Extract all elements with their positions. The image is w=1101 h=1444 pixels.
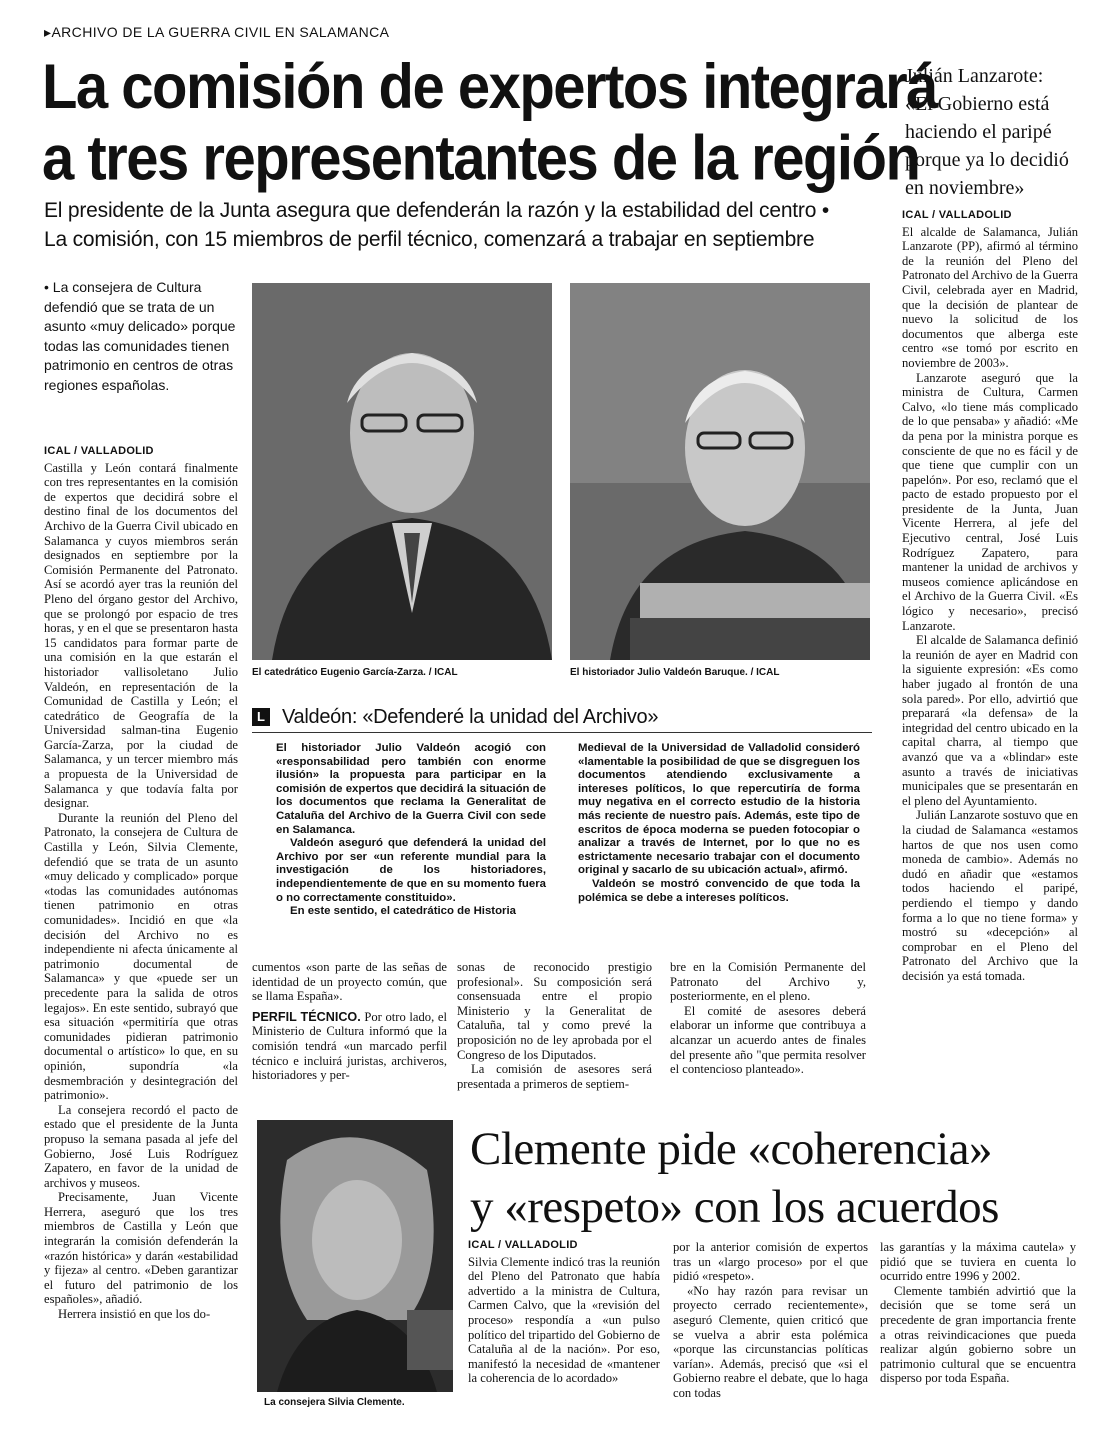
main-paragraph: La consejera recordó el pacto de estado que el presidente de la Junta propuso la semana pasada al jefe del Gobierno, José Luis Rodríguez Zapatero, en favor de la unidad de archivos y museos. xyxy=(44,1102,238,1190)
valdeon-box-col-1 xyxy=(276,742,546,919)
kicker-perfil-tecnico: PERFIL TÉCNICO. xyxy=(252,1009,361,1024)
photo-valdeon xyxy=(570,283,870,660)
headline xyxy=(42,52,937,195)
clemente-column-2 xyxy=(673,1240,868,1401)
valdeon-box-col-2 xyxy=(578,742,860,905)
main-article xyxy=(44,444,238,1322)
main-paragraph: Castilla y León contará finalmente con tres representantes en la comisión de expertos que decidirá sobre el destino final de los documentos del Archivo de la Guerra Civil ubicado en Salamanca y cuyos miembros serán designados en septiembre por la Comisión Permanente del Patronato. Así se acordó ayer tras la reunión del Pleno del órgano gestor del Archivo, que se prolongó por espacio de tres horas, y en el que se presentaron hasta 15 candidatos para formar parte de una comisión en la que estarán el historiador vallisoletano Julio Valdeón, en representación de la Comunidad de Castilla y León; el catedrático de Geografía de la Universidad salman-tina Eugenio García-Zarza, por la ciudad de Salamanca, y un tercer miembro más a propuesta de la Universidad de Salamanca y que todavía falta por designar. xyxy=(44,460,238,811)
box-paragraph: Valdeón se mostró convencido de que toda la polémica se debe a intereses políticos. xyxy=(578,877,860,904)
clemente-paragraph: «No hay razón para revisar un proyecto cerrado recientemente», aseguró Clemente, quien criticó que se vuelva a abrir esta polémica «porque las circunstancias políticas varían». Además, precisó que «si el Gobierno reabre el debate, que lo haga con todas xyxy=(673,1283,868,1400)
side-paragraph: El alcalde de Salamanca, Julián Lanzarote (PP), afirmó al término de la reunión del Pleno del Patronato del Archivo de la Guerra Civil, celebrada ayer en Madrid, que la decisión de plantear de nuevo la solicitud de los documentos que alberga este centro «se tomó por escrito en noviembre de 2003». xyxy=(902,224,1078,370)
cont-paragraph: El comité de asesores deberá elaborar un informe que contribuya a alcanzar un acuerdo antes de finales del presente año "que permita resolver el contencioso planteado». xyxy=(670,1003,866,1077)
box-paragraph: Valdeón aseguró que defenderá la unidad del Archivo por ser «un referente mundial para la investigación de los historiadores, independientemente de que en su momento fuera o no correctamente constituido». xyxy=(276,837,546,904)
clemente-paragraph: Silvia Clemente indicó tras la reunión del Pleno del Patronato que había advertido a la ministra de Cultura, Carmen Calvo, que la «revisión del proceso» respondía a «un pulso político del tripartido del Gobierno de Cataluña al de la nación». Por eso, manifestó la necesidad de «mantener la coherencia de lo acordado» xyxy=(468,1254,660,1386)
clemente-paragraph: las garantías y la máxima cautela» y pidió que se tuviera en cuenta lo ocurrido entre 1996 y 2002. xyxy=(880,1240,1076,1284)
box-paragraph: Medieval de la Universidad de Valladolid consideró «lamentable la posibilidad de que se disgreguen los documentos atendiendo exclusivamente a intereses políticos, lo que repercutiría de forma muy negativa en el correcto estudio de la historia más reciente de nuestro país. Además, este tipo de escritos de época moderna se pueden fotocopiar o analizar a través de Internet, por lo que no es estrictamente necesario trabajar con el documento original y sacarlo de su ubicación actual», afirmó. xyxy=(578,742,860,877)
lead-bullet: • La consejera de Cultura defendió que se trata de un asunto «muy delicado» porque todas las comunidades tienen patrimonio en centros de otras regiones españolas. xyxy=(44,279,236,393)
cont-column-3 xyxy=(457,960,652,1091)
photo-caption-right: El historiador Julio Valdeón Baruque. / ICAL xyxy=(570,667,780,678)
photo-caption-left: El catedrático Eugenio García-Zarza. / ICAL xyxy=(252,667,458,678)
side-paragraph: Julián Lanzarote sostuvo que en la ciudad de Salamanca «estamos hartos de que nos usen como moneda de cambio». Además no dudó en añadir que «estamos todos haciendo el paripé, perdiendo el tiempo y dando forma a lo que no tiene forma» y mostró su «decepción» al comprobar en el Pleno del Patronato del Archivo que la decisión ya está tomada. xyxy=(902,808,1078,983)
woman-portrait-icon xyxy=(257,1120,453,1392)
clemente-headline-line-1: Clemente pide «coherencia» xyxy=(470,1123,993,1175)
side-paragraph: El alcalde de Salamanca definió la reunión de ayer en Madrid con la siguiente expresión: «Es como haber jugado al frontón de una sola pared». Por ello, advirtió que preparará «la defensa» de la integridad del centro ubicado en la capital charra, al tiempo que avanzó que va a «blindar» este asunto a través de iniciativas municipales que se presentarán en el pleno del Ayuntamiento. xyxy=(902,633,1078,808)
subhead xyxy=(44,196,884,254)
section-label xyxy=(44,24,389,41)
headline-line-1: La comisión de expertos integrará xyxy=(42,52,937,123)
clemente-paragraph: por la anterior comisión de expertos tras un «largo proceso» por el que pidió «respeto». xyxy=(673,1240,868,1284)
side-byline: ICAL / VALLADOLID xyxy=(902,209,1012,221)
photo-caption-bottom: La consejera Silvia Clemente. xyxy=(264,1397,405,1408)
cont-column-4 xyxy=(670,960,866,1077)
cont-paragraph xyxy=(252,1010,447,1083)
clemente-column-3 xyxy=(880,1240,1076,1386)
cont-paragraph: La comisión de asesores será presentada a primeros de septiem- xyxy=(457,1062,652,1091)
main-paragraph: Durante la reunión del Pleno del Patronato, la consejera de Cultura de Castilla y León, Silvia Clemente, defendió que se trata de un asunto «muy delicado y complicado» porque «todas las comunidades autónomas tienen patrimonio en otras comunidades». Incidió en que «la decisión del Archivo no es independiente ni afecta únicamente al patrimonio documental de Salamanca» y que «puede ser un precedente para la salida de otros legajos». En este sentido, subrayó que esa situación «permitiría que otras comunidades pidieran patrimonio documental o artístico» lo que, en su opinión, supondría «la desmembración y desintegración del patrimonio». xyxy=(44,810,238,1103)
box-paragraph: En este sentido, el catedrático de Historia xyxy=(290,905,516,918)
main-paragraph: Precisamente, Juan Vicente Herrera, aseguró que los tres miembros de Castilla y León que integrarán la comisión defenderán la «razón histórica» y darán «estabilidad y fijeza» al centro. «Deben garantizar el futuro del patrimonio de los españoles», añadió. xyxy=(44,1190,238,1307)
headline-line-2: a tres representantes de la región xyxy=(42,123,920,194)
main-byline: ICAL / VALLADOLID xyxy=(44,445,154,457)
man-portrait-icon xyxy=(252,283,552,660)
clemente-byline: ICAL / VALLADOLID xyxy=(468,1239,578,1251)
clemente-headline-line-2: y «respeto» con los acuerdos xyxy=(470,1181,999,1233)
clemente-column-1 xyxy=(468,1238,660,1386)
clemente-paragraph: Clemente también advirtió que la decisión que se tome será un precedente de gran importancia frente a otras reivindicaciones que pueda realizar algún gobierno sobre un patrimonio cultural que se encuentra disperso por toda España. xyxy=(880,1283,1076,1386)
side-quote-headline: Julián Lanzarote: «El Gobierno está haciendo el paripé porque ya lo decidió en noviembre» xyxy=(905,65,1069,199)
valdeon-box-header xyxy=(252,706,872,733)
subhead-line-1: El presidente de la Junta asegura que defenderán la razón y la estabilidad del centro • xyxy=(44,199,829,222)
main-paragraph: Herrera insistió en que los do- xyxy=(58,1307,211,1322)
side-paragraph: Lanzarote aseguró que la ministra de Cultura, Carmen Calvo, «lo tiene más complicado de lo que pensaba» y añadió: «Me da pena por la ministra porque es consciente de que no es fácil y de que tiene que cumplir con un papelón». Por eso, reclamó que el pacto de estado propuesto por el presidente de la Junta, Juan Vicente Herrera, al jefe del Ejecutivo central, José Luis Rodríguez Zapatero, para mantener la unidad de archivos y museos comience aplicándose en el Archivo de la Guerra Civil. «Es lógico y necesario», precisó Lanzarote. xyxy=(902,370,1078,633)
section-text: ARCHIVO DE LA GUERRA CIVIL EN SALAMANCA xyxy=(51,24,390,40)
cont-column-2 xyxy=(252,960,447,1083)
cont-paragraph: bre en la Comisión Permanente del Patronato del Archivo y, posteriormente, en el pleno. xyxy=(670,960,866,1004)
man-portrait-icon xyxy=(570,283,870,660)
box-paragraph: El historiador Julio Valdeón acogió con «responsabilidad pero también con enorme ilusión» la propuesta para participar en la comisión de expertos que decidirá la situación de los documentos que reclama la Generalitat de Cataluña del Archivo de la Guerra Civil con sede en Salamanca. xyxy=(276,742,546,836)
cont-paragraph: sonas de reconocido prestigio profesional». Su composición será consensuada entre el propio Ministerio y la Generalitat de Cataluña, tal y como prevé la proposición no de ley aprobada por el Congreso de los Diputados. xyxy=(457,960,652,1062)
triangle-icon: ▸ xyxy=(44,24,52,40)
valdeon-box-title: Valdeón: «Defenderé la unidad del Archivo» xyxy=(282,706,659,728)
side-article xyxy=(902,208,1078,983)
photo-garcia-zarza xyxy=(252,283,552,660)
cont-paragraph: cumentos «son parte de las señas de identidad de un proyecto común, que se llama España». xyxy=(252,960,447,1004)
photo-clemente xyxy=(257,1120,453,1392)
cont-text: Por otro lado, el Ministerio de Cultura informó que la comisión tendrá «un marcado perfil técnico e incluirá juristas, archiveros, historiadores y per- xyxy=(252,1009,447,1083)
clemente-headline xyxy=(470,1120,1090,1236)
subhead-line-2: La comisión, con 15 miembros de perfil técnico, comenzará a trabajar en septiembre xyxy=(44,228,815,251)
box-logo-icon: L xyxy=(252,708,270,726)
